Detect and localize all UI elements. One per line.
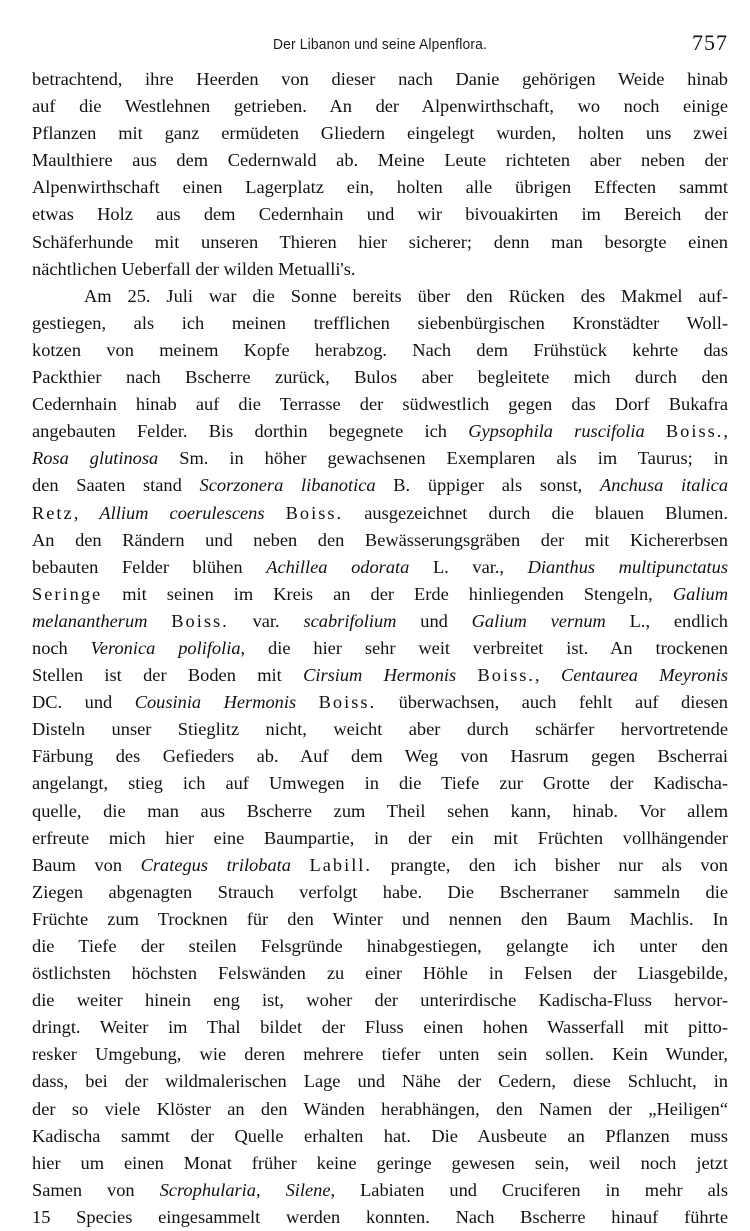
italic-species-name: Centaurea Meyronis [560,665,728,686]
text-line [32,364,728,391]
text-run: Samen von [32,1179,160,1200]
text-run [291,855,310,875]
text-run: Alpenwirthschaft einen Lagerplatz ein, holten alle übrigen Effecten sammt [32,177,728,198]
text-line [32,256,728,283]
text-run: , [255,1179,286,1200]
text-run: überwachsen, auch fehlt auf diesen [376,692,728,713]
text-line [32,689,728,716]
spaced-author-name: Boiss. [318,692,377,713]
text-line [32,825,728,852]
italic-species-name: Gypsophila ruscifolia [468,421,645,442]
text-line [32,1204,728,1231]
text-line [32,608,728,635]
spaced-author-name: Boiss. [171,610,229,631]
text-run: Ziegen abgenagten Strauch verfolgt habe. Die Bscherraner sammeln die [32,881,728,902]
text-run: die weiter hinein eng ist, woher der unterirdische Kadischa-Fluss hervor- [32,990,728,1011]
text-line [32,906,728,933]
text-run: B. üppiger als sonst, [375,475,600,496]
body-text [32,66,728,1231]
text-line [32,391,728,418]
text-run: Kadischa sammt der Quelle erhalten hat. Die Ausbeute an Pflanzen muss [32,1125,728,1146]
text-run: Pflanzen mit ganz ermüdeten Gliedern eingelegt wurden, holten uns zwei [32,123,728,144]
text-line [32,960,728,987]
italic-species-name: Veronica polifolia [90,637,241,658]
spaced-author-name: Boiss. [665,421,724,442]
text-run [456,665,477,685]
text-run: Am 25. Juli war die Sonne bereits über den Rücken des Makmel auf- [84,285,728,306]
text-run: Stellen ist der Boden mit [32,665,304,686]
italic-species-name: scabrifolium [303,610,397,631]
text-line [32,1014,728,1041]
text-run: bebauten Felder blühen [32,556,267,577]
text-run: Packthier nach Bscherre zurück, Bulos aber begleitete mich durch den [32,367,728,388]
text-run: resker Umgebung, wie deren mehrere tiefer unten sein sollen. Kein Wunder, [32,1044,728,1065]
book-page [32,30,728,1231]
text-run: etwas Holz aus dem Cedernhain und wir bivouakirten im Bereich der [32,204,728,225]
italic-species-name: Cirsium Hermonis [303,665,457,686]
text-run: , [723,421,728,442]
text-line [32,716,728,743]
text-run: Disteln unser Stieglitz nicht, weicht aber durch schärfer hervortretende [32,719,728,740]
text-line [32,1041,728,1068]
text-line [32,581,728,608]
text-line [32,229,728,256]
text-run: 15 Species eingesammelt werden konnten. Nach Bscherre hinauf führte [32,1206,728,1227]
text-run: var. [228,610,304,631]
text-line [32,337,728,364]
text-run: Färbung des Gefieders ab. Auf dem Weg von Hasrum gegen Bscherrai [32,746,728,767]
text-run: Sm. in höher gewachsenen Exemplaren als im Taurus; in [158,448,728,469]
spaced-author-name: Labill. [309,854,373,875]
italic-species-name: Anchusa italica [599,475,728,496]
text-line [32,472,728,499]
text-line [32,1150,728,1177]
text-run: angelangt, stieg ich auf Umwegen in die Tiefe zur Grotte der Kadischa- [32,773,728,794]
italic-species-name: Galium vernum [471,610,606,631]
text-run: Baum von [32,854,141,875]
text-run: nächtlichen Ueberfall der wilden Metualli's. [32,258,356,279]
page-header [32,30,728,64]
text-run: DC. und [32,692,135,713]
text-run: , die hier sehr weit verbreitet ist. An trockenen [240,637,728,658]
italic-species-name: Galium [672,583,728,604]
text-line [32,987,728,1014]
text-run: hier um einen Monat früher keine geringe gewesen sein, weil noch jetzt [32,1152,728,1173]
text-line [32,201,728,228]
text-run: östlichsten höchsten Felswänden zu einer Höhle in Felsen der Liasgebilde, [32,963,728,984]
text-run: dringt. Weiter im Thal bildet der Fluss einen hohen Wasserfall mit pitto- [32,1017,728,1038]
text-line [32,174,728,201]
italic-species-name: Cousinia Hermonis [134,692,297,713]
text-line [32,527,728,554]
text-line [32,852,728,879]
text-line [32,933,728,960]
italic-species-name: Dianthus multipunctatus [527,556,728,577]
text-run: der so viele Klöster an den Wänden herabhängen, den Namen der „Heiligen“ [32,1098,728,1119]
text-line [32,635,728,662]
spaced-author-name: Seringe [32,583,103,604]
text-run: betrachtend, ihre Heerden von dieser nach Danie gehörigen Weide hinab [32,69,728,89]
text-line [32,500,728,527]
italic-species-name: melanantherum [32,610,148,631]
text-run: Cedernhain hinab auf die Terrasse der südwestlich gegen das Dorf Bukafra [32,394,728,415]
text-run: und [396,610,472,631]
text-line [32,1068,728,1095]
italic-species-name: Rosa glutinosa [32,448,159,469]
text-line [32,93,728,120]
text-line [32,743,728,770]
italic-species-name: Allium coerulescens [99,502,265,523]
text-line [32,418,728,445]
text-run: die Tiefe der steilen Felsgründe hinabgestiegen, gelangte ich unter den [32,936,728,956]
text-run: gestiegen, als ich meinen trefflichen siebenbürgischen Kronstädter Woll- [32,312,728,333]
text-run [265,503,286,523]
text-line [32,310,728,337]
text-line [32,554,728,581]
italic-species-name: Scorzonera libanotica [199,475,376,496]
text-run: prangte, den ich bisher nur als von [372,854,728,875]
italic-species-name: Achillea odorata [266,556,410,577]
text-run: Maulthiere aus dem Cedernwald ab. Meine Leute richteten aber neben der [32,150,728,171]
italic-species-name: Scrophularia [159,1179,256,1200]
text-run: , [535,665,561,686]
italic-species-name: Silene [285,1179,331,1200]
italic-species-name: Crategus trilobata [140,854,291,875]
text-run: , Labiaten und Cruciferen in mehr als [330,1179,728,1200]
text-run: mit seinen im Kreis an der Erde hinliegenden Stengeln, [102,583,673,604]
text-run: kotzen von meinem Kopfe herabzog. Nach dem Frühstück kehrte das [32,339,728,360]
text-line [32,1123,728,1150]
text-run: L., endlich [605,610,728,631]
text-run: auf die Westlehnen getrieben. An der Alpenwirthschaft, wo noch einige [32,96,728,117]
text-line [32,445,728,472]
page-number: 757 [692,30,728,55]
text-line [32,120,728,147]
text-line [32,1096,728,1123]
text-run: den Saaten stand [32,475,200,496]
text-run: erfreute mich hier eine Baumpartie, in der ein mit Früchten vollhängender [32,827,728,848]
text-run: , [73,502,100,523]
text-line [32,798,728,825]
text-run: ausgezeichnet durch die blauen Blumen. [343,502,728,523]
text-line [32,879,728,906]
spaced-author-name: Boiss. [285,502,344,523]
text-run: noch [32,637,91,658]
text-line [32,283,728,310]
text-run: angebauten Felder. Bis dorthin begegnete ich [32,421,469,442]
text-run: An den Rändern und neben den Bewässerungsgräben der mit Kichererbsen [32,529,728,550]
text-run [147,611,171,631]
text-line [32,662,728,689]
text-run: dass, bei der wildmalerischen Lage und Nähe der Cedern, diese Schlucht, in [32,1071,728,1092]
text-run: Früchte zum Trocknen für den Winter und nennen den Baum Machlis. In [32,908,728,929]
text-run [296,692,318,712]
text-run [645,421,666,441]
spaced-author-name: Retz [32,502,74,523]
text-line [32,770,728,797]
text-line [32,147,728,174]
text-run: L. var., [409,556,528,577]
text-run: quelle, die man aus Bscherre zum Theil sehen kann, hinab. Vor allem [32,800,728,821]
spaced-author-name: Boiss. [477,665,536,686]
text-run: Schäferhunde mit unseren Thieren hier sicherer; denn man besorgte einen [32,231,728,252]
text-line [32,66,728,93]
running-title: Der Libanon und seine Alpenflora. [272,36,487,53]
